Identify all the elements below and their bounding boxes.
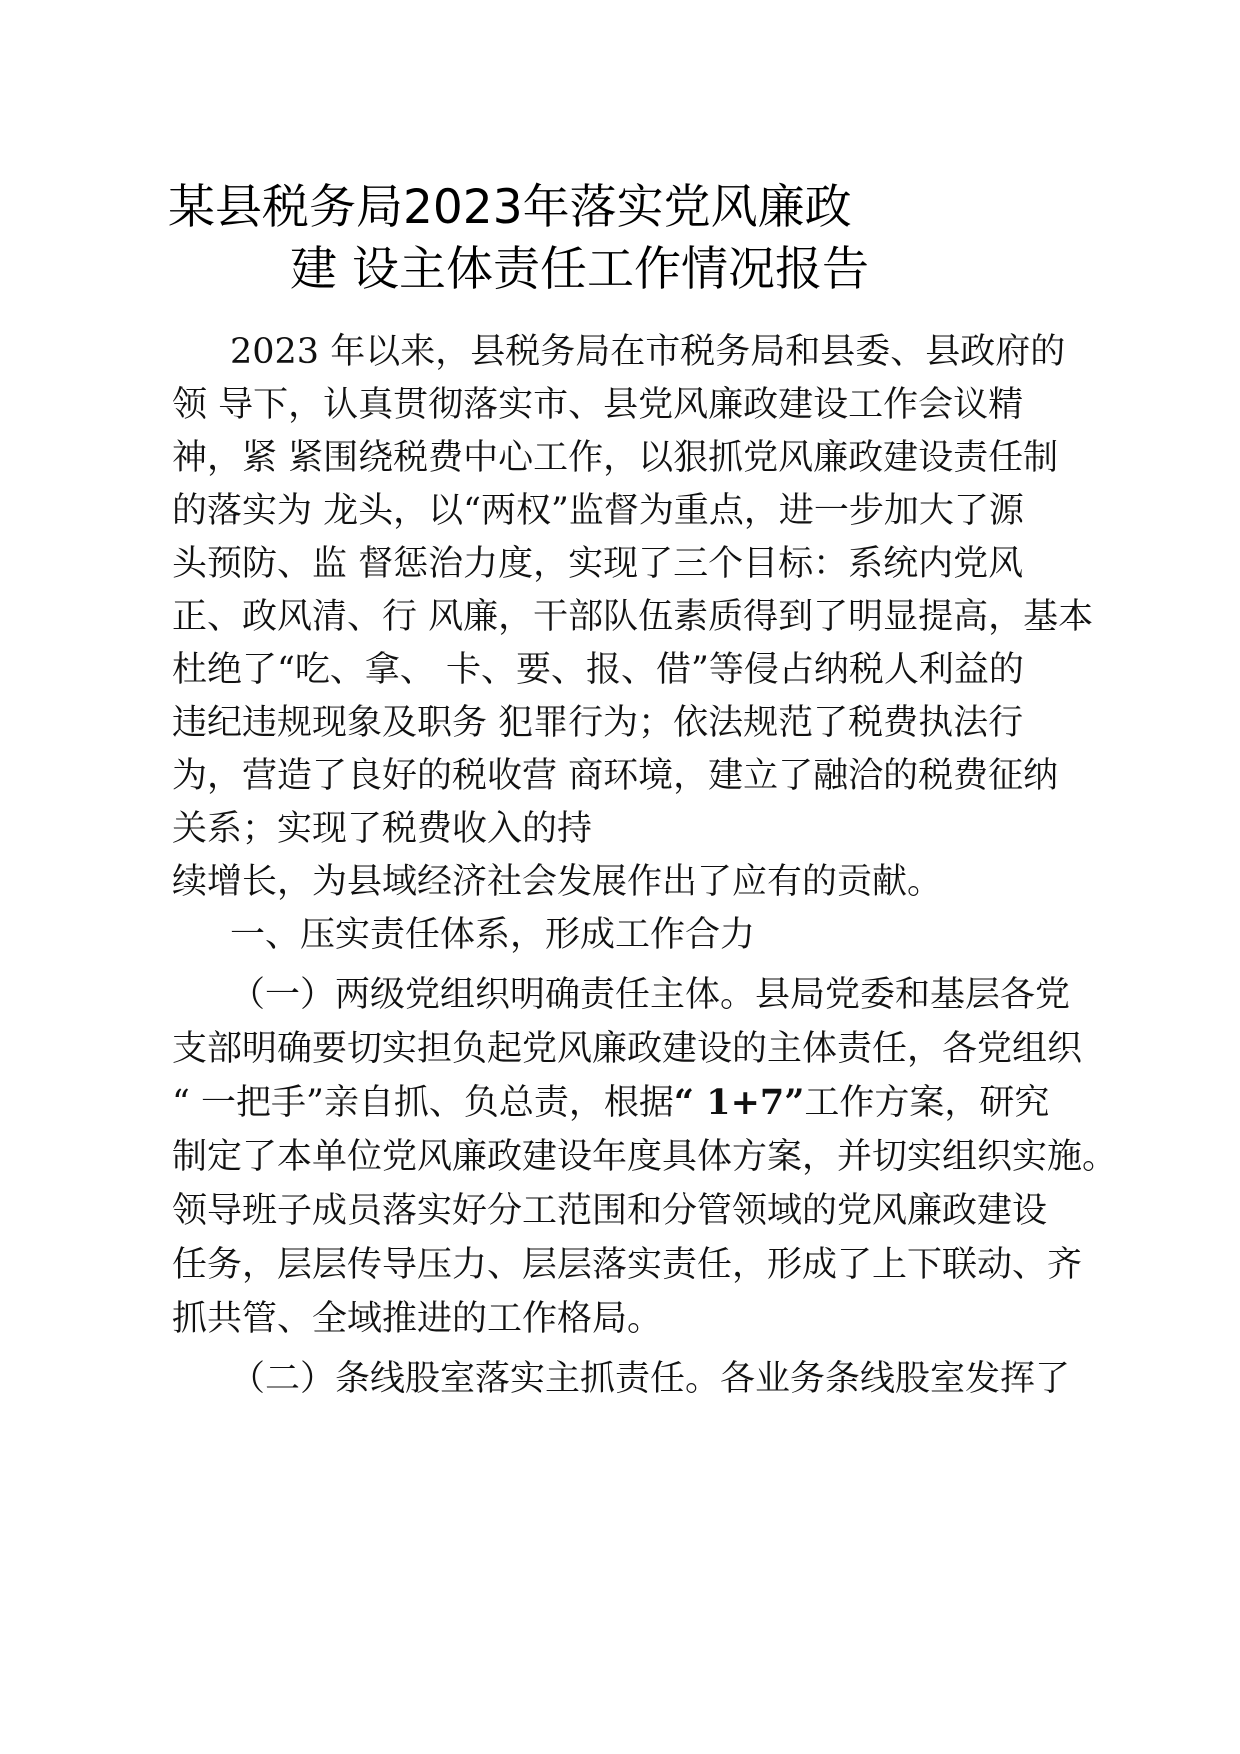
intro-line: 领 导下，认真贯彻落实市、县党风廉政建设工作会议精 bbox=[172, 385, 1024, 425]
intro-line: 为，营造了良好的税收营 商环境，建立了融洽的税费征纳 bbox=[172, 756, 1059, 796]
intro-line: 正、政风清、行 风廉，干部队伍素质得到了明显提高，基本 bbox=[172, 597, 1094, 637]
paragraph-line bbox=[172, 1078, 1049, 1128]
document-title-line-1: 某县税务局2023年落实党风廉政 bbox=[168, 180, 852, 235]
intro-line: 头预防、监 督惩治力度，实现了三个目标：系统内党风 bbox=[172, 544, 1024, 584]
paragraph-text: “ 一把手”亲自抓、负总责，根据 bbox=[172, 1083, 674, 1123]
section-heading: 一、压实责任体系，形成工作合力 bbox=[230, 915, 756, 955]
intro-line: 神，紧 紧围绕税费中心工作，以狠抓党风廉政建设责任制 bbox=[172, 438, 1059, 478]
intro-line: 的落实为 龙头，以“两权”监督为重点，进一步加大了源 bbox=[172, 491, 1024, 531]
paragraph-line: 领导班子成员落实好分工范围和分管领域的党风廉政建设 bbox=[172, 1191, 1048, 1231]
intro-line: 续增长，为县域经济社会发展作出了应有的贡献。 bbox=[172, 862, 943, 902]
document-title-line-2: 建 设主体责任工作情况报告 bbox=[290, 242, 869, 297]
plan-name-bold: “ 1+7” bbox=[673, 1082, 805, 1123]
paragraph-line: （二）条线股室落实主抓责任。各业务条线股室发挥了 bbox=[230, 1359, 1071, 1399]
intro-line: 杜绝了“吃、拿、 卡、要、报、借”等侵占纳税人利益的 bbox=[172, 650, 1024, 690]
paragraph-line: 任务，层层传导压力、层层落实责任，形成了上下联动、齐 bbox=[172, 1245, 1083, 1285]
intro-line: 2023 年以来，县税务局在市税务局和县委、县政府的 bbox=[230, 332, 1066, 372]
intro-line: 违纪违规现象及职务 犯罪行为；依法规范了税费执法行 bbox=[172, 703, 1024, 743]
paragraph-line: 制定了本单位党风廉政建设年度具体方案，并切实组织实施。 bbox=[172, 1137, 1118, 1177]
paragraph-line: 支部明确要切实担负起党风廉政建设的主体责任，各党组织 bbox=[172, 1029, 1083, 1069]
paragraph-line: （一）两级党组织明确责任主体。县局党委和基层各党 bbox=[230, 975, 1071, 1015]
paragraph-text: 工作方案，研究 bbox=[804, 1083, 1050, 1123]
paragraph-line: 抓共管、全域推进的工作格局。 bbox=[172, 1299, 663, 1339]
intro-line: 关系；实现了税费收入的持 bbox=[172, 809, 593, 849]
